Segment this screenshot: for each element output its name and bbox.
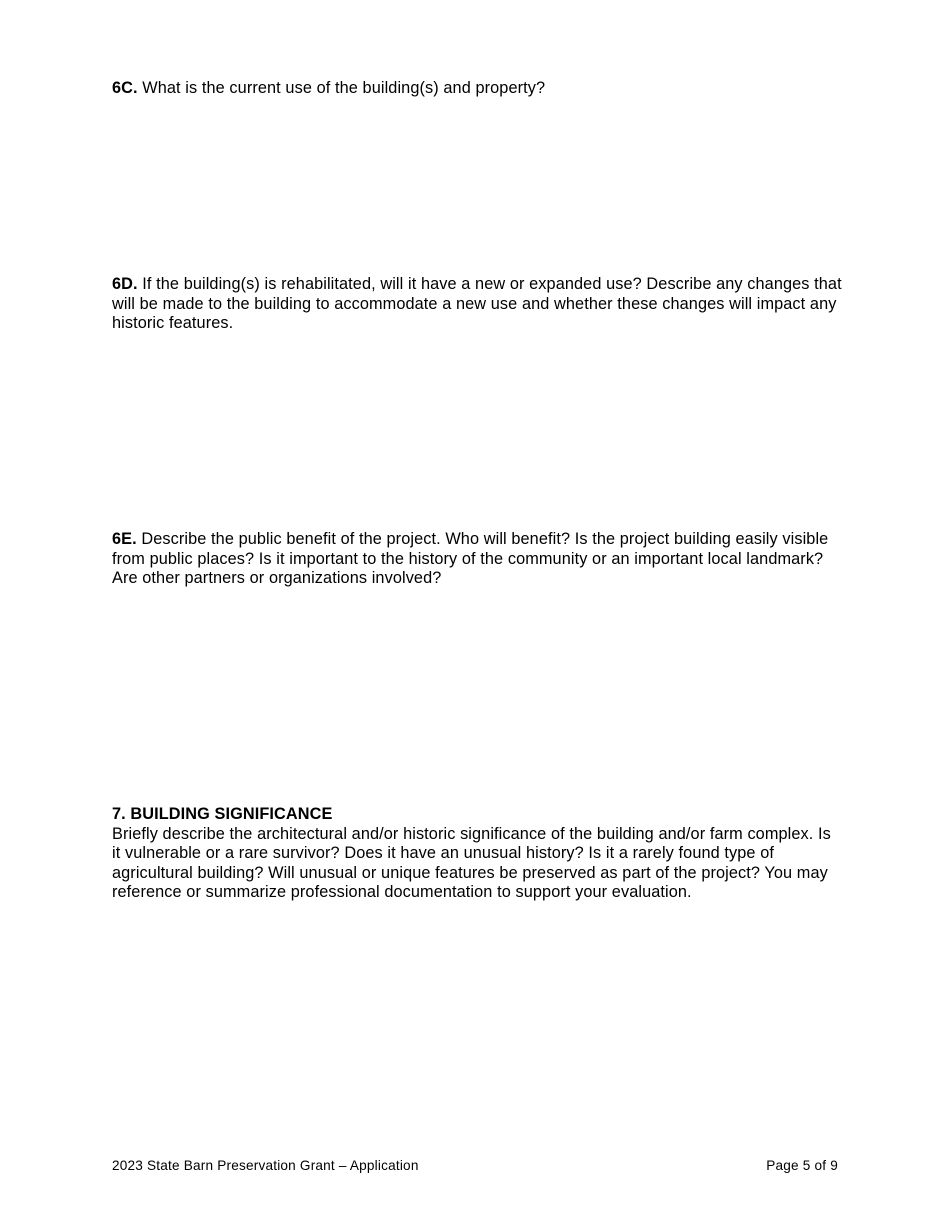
question-6c-text: What is the current use of the building(s) and property? [142, 79, 546, 97]
question-6c-label: 6C. [112, 79, 138, 97]
question-6d-text: If the building(s) is rehabilitated, will it have a new or expanded use? Describe any changes that will be made to the building to accommodate a new use and whether these changes will impact any historic features. [112, 275, 842, 333]
question-6e-label: 6E. [112, 530, 137, 548]
footer-page-number: Page 5 of 9 [766, 1158, 838, 1173]
footer-title: 2023 State Barn Preservation Grant – Application [112, 1158, 419, 1173]
question-6d-label: 6D. [112, 275, 138, 293]
question-6e-text: Describe the public benefit of the project. Who will benefit? Is the project building easily visible from public places? Is it important to the history of the community or an important local landmark? Are other partners or organizations involved? [112, 530, 829, 588]
section-7-heading: 7. BUILDING SIGNIFICANCE [112, 805, 333, 823]
section-7 [112, 805, 842, 903]
question-6d [112, 275, 842, 334]
section-7-text: Briefly describe the architectural and/or historic significance of the building and/or farm complex. Is it vulnerable or a rare survivor? Does it have an unusual history? Is it a rarely found type of agricultural building? Will unusual or unique features be preserved as part of the project? You may reference or summarize professional documentation to support your evaluation. [112, 824, 831, 902]
question-6e [112, 530, 842, 589]
question-6c [112, 79, 842, 99]
